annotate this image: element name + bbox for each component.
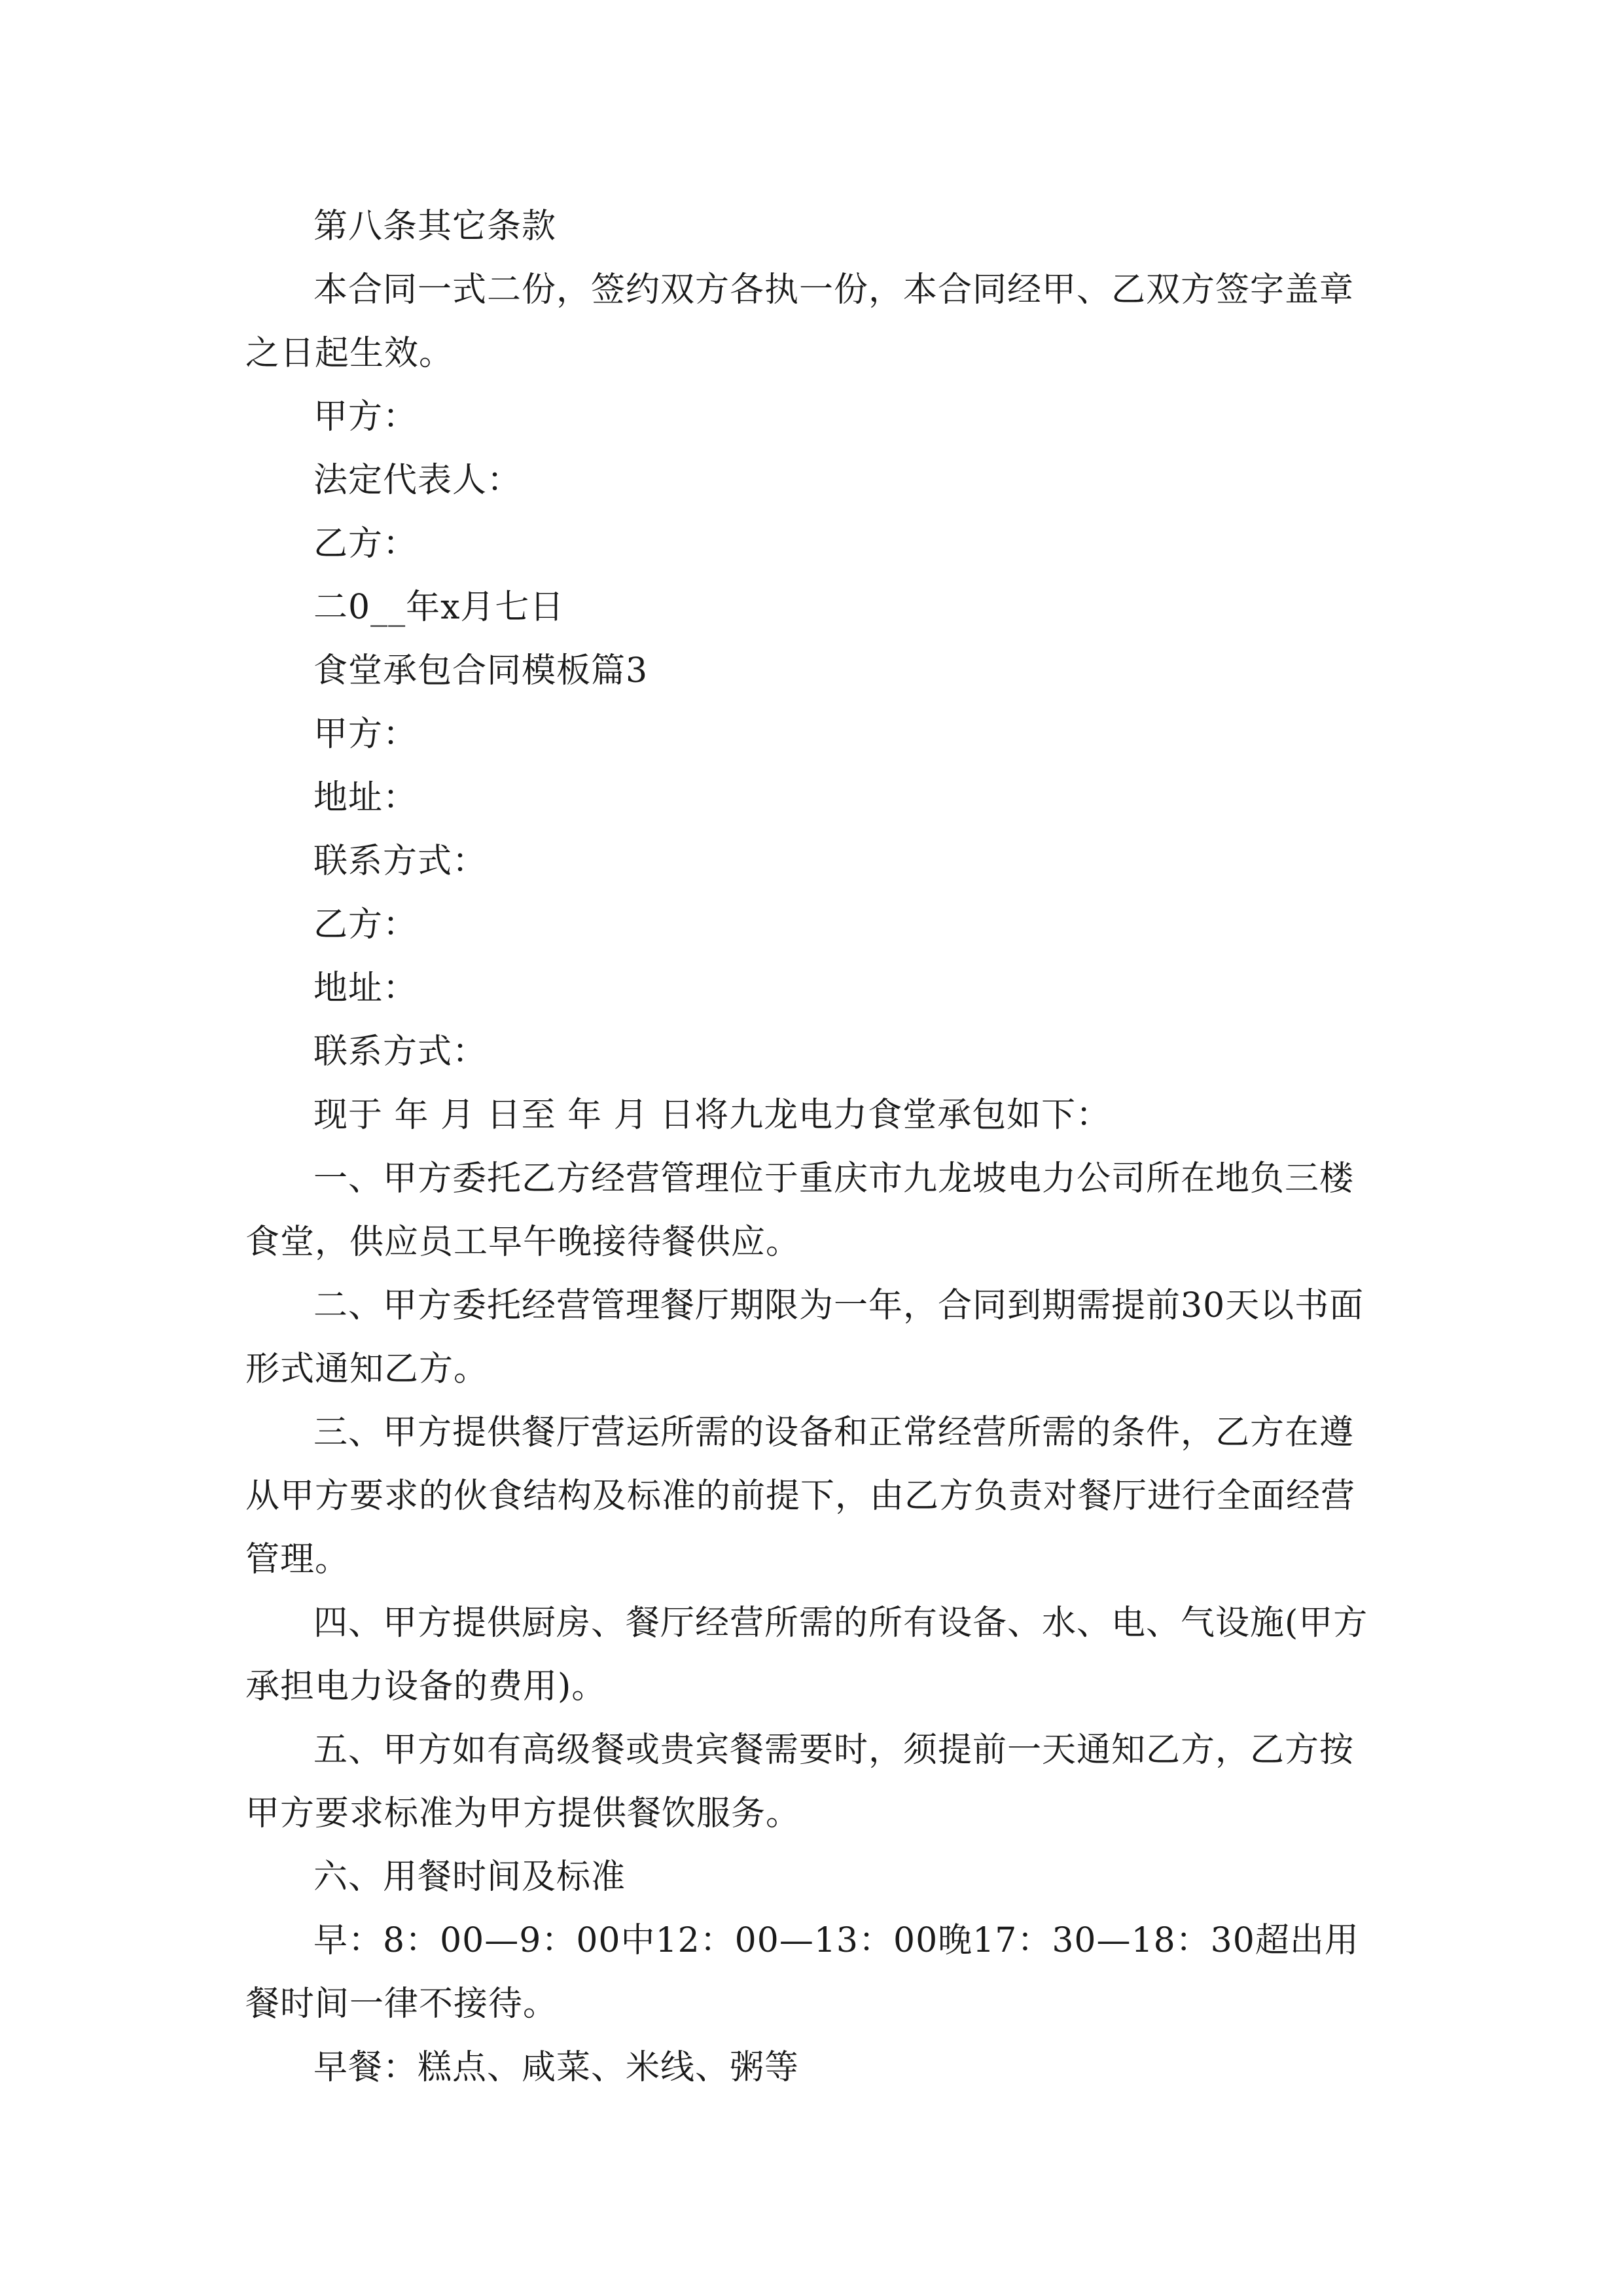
party-b-address-label: 地址： (313, 969, 418, 1008)
template-section-title: 食堂承包合同模板篇3 (313, 651, 649, 691)
legal-representative-label: 法定代表人： (313, 461, 522, 500)
clause-4: 四、甲方提供厨房、餐厅经营所需的所有设备、水、电、气设施(甲方承担电力设备的费用)。 (245, 1604, 1368, 1706)
clause-5: 五、甲方如有高级餐或贵宾餐需要时，须提前一天通知乙方，乙方按甲方要求标准为甲方提供餐饮服务。 (245, 1731, 1355, 1833)
signing-date: 二0__年x月七日 (313, 588, 565, 627)
clause-6-heading: 六、用餐时间及标准 (313, 1857, 626, 1897)
party-b-contact-label: 联系方式： (313, 1032, 488, 1071)
clause-3: 三、甲方提供餐厅营运所需的设备和正常经营所需的条件，乙方在遵从甲方要求的伙食结构及标准的前提下，由乙方负责对餐厅进行全面经营管理。 (245, 1413, 1356, 1579)
breakfast-menu: 早餐：糕点、咸菜、米线、粥等 (313, 2048, 800, 2087)
party-b-signature-label: 乙方： (313, 524, 418, 564)
party-a-label: 甲方： (313, 715, 418, 754)
contract-term-statement: 现于 年 月 日至 年 月 日将九龙电力食堂承包如下： (313, 1096, 1111, 1135)
clause-2: 二、甲方委托经营管理餐厅期限为一年，合同到期需提前30天以书面形式通知乙方。 (245, 1286, 1364, 1389)
contract-copies-clause: 本合同一式二份，签约双方各执一份，本合同经甲、乙双方签字盖章之日起生效。 (245, 270, 1355, 373)
party-a-contact-label: 联系方式： (313, 842, 488, 881)
article-heading: 第八条其它条款 (313, 207, 557, 246)
party-a-address-label: 地址： (313, 778, 418, 817)
party-a-signature-label: 甲方： (313, 397, 418, 437)
document-body (245, 195, 1381, 2100)
party-b-label: 乙方： (313, 905, 418, 944)
clause-1: 一、甲方委托乙方经营管理位于重庆市九龙坡电力公司所在地负三楼食堂，供应员工早午晚接待餐供应。 (245, 1159, 1355, 1262)
meal-times: 早：8：00—9：00中12：00—13：00晚17：30—18：30超出用餐时间一律不接待。 (245, 1921, 1359, 2024)
